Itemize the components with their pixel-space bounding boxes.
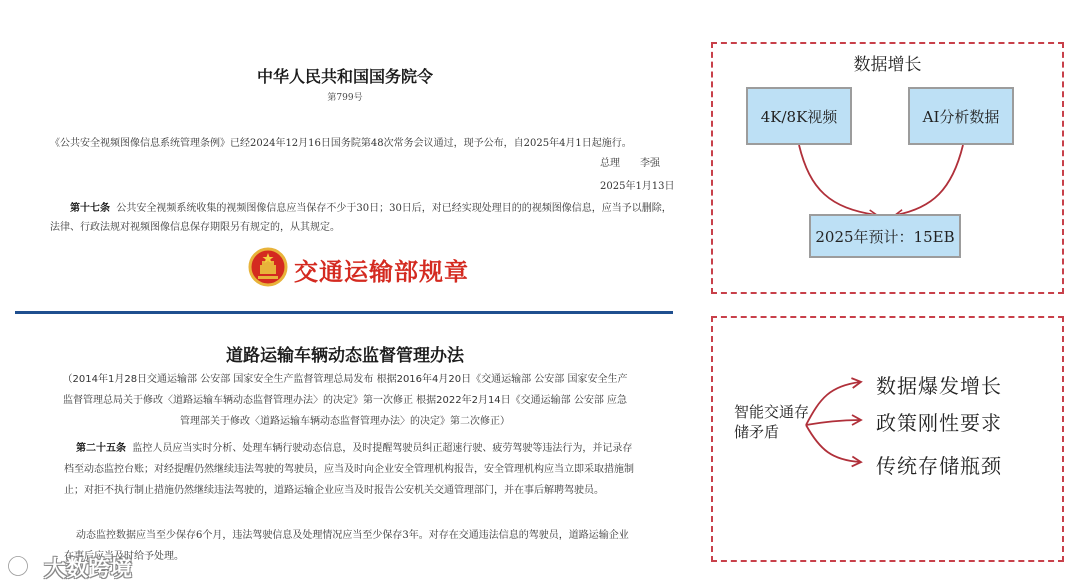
decree-number: 第799号 [327,93,363,103]
branch-arrow-1 [806,382,860,425]
decree-date: 2025年1月13日 [600,181,675,192]
branch-policy-requirement: 政策刚性要求 [876,411,1002,435]
branch-data-explosion: 数据爆发增长 [876,374,1002,398]
article-25-label: 第二十五条 [76,443,126,454]
source-video-node: 4K/8K视频 [746,87,852,145]
branch-arrow-3 [806,425,860,462]
national-emblem-icon [248,247,288,287]
watermark-text: 大数跨境 [44,557,133,582]
branch-arrows [700,350,900,490]
article-25-text: 监控人员应当实时分析、处理车辆行驶动态信息，及时提醒驾驶员纠正超速行驶、疲劳驾驶等违法行为，并记录存档至动态监控台账；对经提醒仍然继续违法驾驶的驾驶员，应当及时向企业安全管理机构报告，安全管理机构应当立即采取措施制止；对拒不执行制止措施仍然继续违法驾驶的，道路运输企业应当及时报告公安机关交通管理部门，并在事后解聘驾驶员。 [64,443,634,496]
watermark-logo-icon [8,552,42,580]
arrow-from-ai [896,145,963,215]
regulation-article-25 [64,438,634,501]
decree-signer: 总理 李强 [600,158,660,169]
arrow-from-video [799,145,876,215]
decree-intro: 《公共安全视频图像信息系统管理条例》已经2024年12月16日国务院第48次常务会议通过，现予公布，自2025年4月1日起施行。 [50,138,632,149]
decree-title: 中华人民共和国国务院令 [256,67,433,86]
data-growth-title: 数据增长 [853,55,922,75]
ministry-regulation-heading: 交通运输部规章 [294,257,469,286]
divider [15,311,673,314]
regulation-title: 道路运输车辆动态监督管理办法 [226,346,464,366]
branch-arrow-2 [806,420,860,425]
regulation-paragraph-2: 动态监控数据应当至少保存6个月，违法驾驶信息及处理情况应当至少保存3年。对存在交通违法信息的驾驶员，道路运输企业在事后应当及时给予处理。 [64,530,629,562]
decree-article-17 [50,199,675,237]
article-17-label: 第十七条 [70,203,110,214]
branch-storage-bottleneck: 传统存储瓶颈 [876,454,1002,478]
regulation-subtitle: （2014年1月28日交通运输部 公安部 国家安全生产监督管理总局发布 根据2016年4月20日《交通运输部 公安部 国家安全生产监督管理总局关于修改〈道路运输车辆动态监督管理办法〉的决定》第一次修正 根据2022年2月14日《交通运输部 公安部 应急管理部关于修改〈道路运输车辆动态监督管理办法〉的决定》第二次修正） [62,374,628,427]
contradiction-center-label: 智能交通存储矛盾 [734,403,810,441]
article-17-text: 公共安全视频系统收集的视频图像信息应当保存不少于30日；30日后，对已经实现处理目的的视频图像信息，应当予以删除，法律、行政法规对视频图像信息保存期限另有规定的，从其规定。 [50,203,672,233]
forecast-node: 2025年预计：15EB [809,214,961,258]
growth-arrows [700,40,1070,300]
source-ai-node: AI分析数据 [908,87,1014,145]
